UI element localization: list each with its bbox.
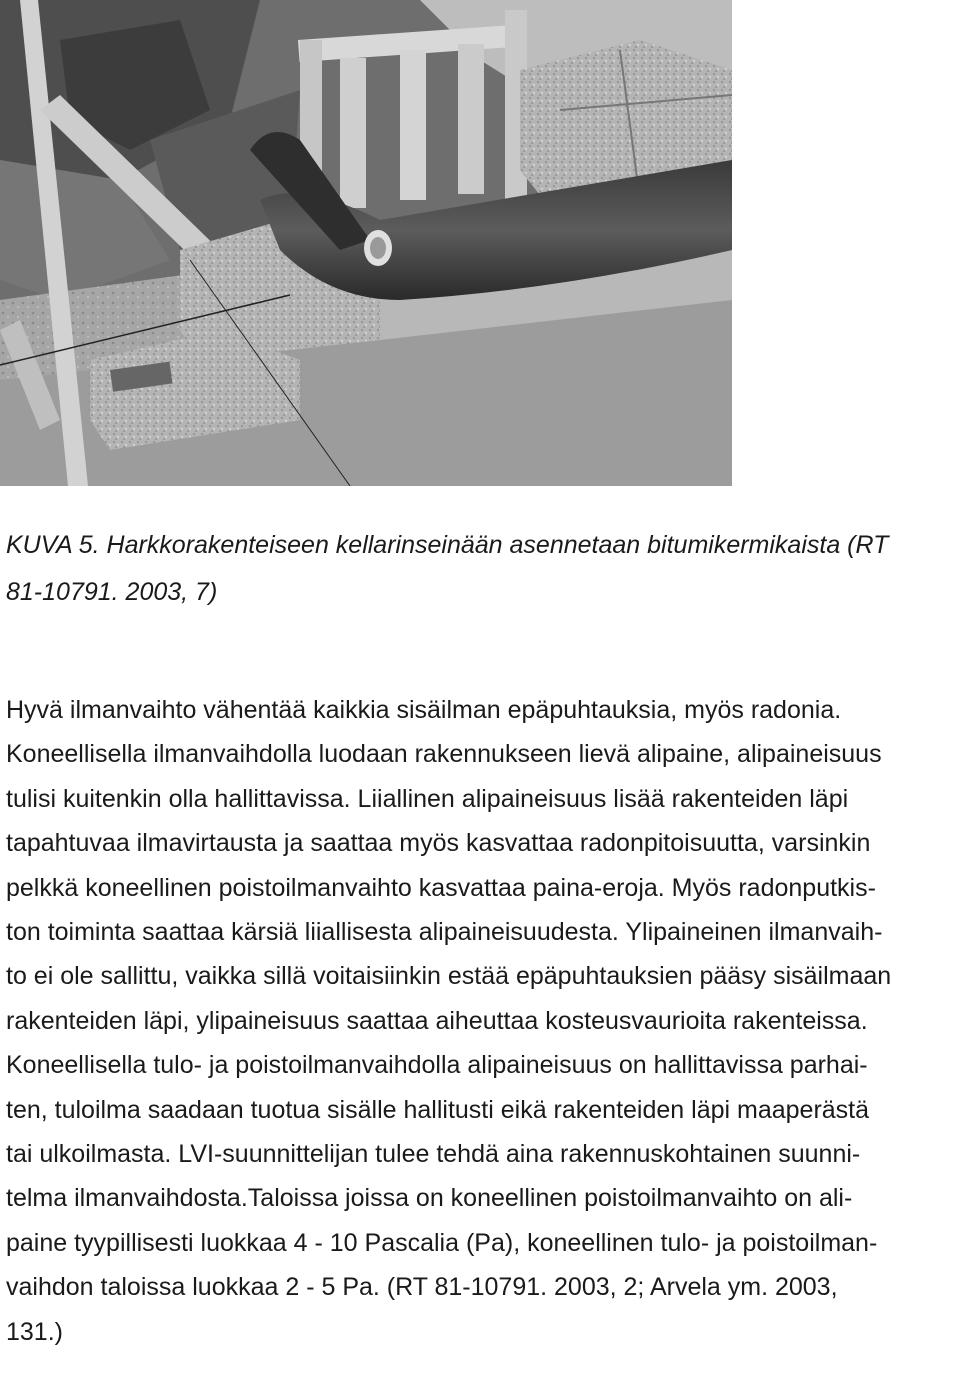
paragraph-line: Hyvä ilmanvaihto vähentää kaikkia sisäilman epäpuhtauksia, myös radonia.	[6, 696, 842, 724]
paragraph-line: vaihdon taloissa luokkaa 2 - 5 Pa. (RT 81-10791. 2003, 2; Arvela ym. 2003,	[6, 1273, 838, 1302]
paragraph-line: tapahtuvaa ilmavirtausta ja saattaa myös kasvattaa radonpitoisuutta, varsinkin	[6, 829, 871, 858]
paragraph-line: tulisi kuitenkin olla hallittavissa. Liiallinen alipaineisuus lisää rakenteiden läpi	[6, 784, 849, 813]
caption-line: 81-10791. 2003, 7)	[6, 578, 218, 606]
body-paragraph	[6, 688, 956, 1354]
paragraph-line: 131.)	[6, 1317, 63, 1346]
paragraph-line: tai ulkoilmasta. LVI-suunnittelijan tulee tehdä aina rakennuskohtainen suunni-	[6, 1140, 861, 1169]
paragraph-line: ten, tuloilma saadaan tuotua sisälle hallitusti eikä rakenteiden läpi maaperästä	[6, 1095, 870, 1124]
figure-caption	[6, 522, 956, 616]
construction-photo-drawing	[0, 0, 732, 486]
paragraph-line: rakenteiden läpi, ylipaineisuus saattaa aiheuttaa kosteusvaurioita rakenteissa.	[6, 1006, 868, 1035]
paragraph-line: pelkkä koneellinen poistoilmanvaihto kasvattaa paina-eroja. Myös radonputkis-	[6, 873, 876, 902]
paragraph-line: Koneellisella ilmanvaihdolla luodaan rakennukseen lievä alipaine, alipaineisuus	[6, 740, 882, 769]
paragraph-line: Koneellisella tulo- ja poistoilmanvaihdolla alipaineisuus on hallittavissa parhai-	[6, 1051, 868, 1080]
paragraph-line: ton toiminta saattaa kärsiä liiallisesta alipaineisuudesta. Ylipaineinen ilmanvaih-	[6, 918, 883, 947]
paragraph-line: to ei ole sallittu, vaikka sillä voitaisiinkin estää epäpuhtauksien pääsy sisäilmaan	[6, 962, 892, 991]
paragraph-line: telma ilmanvaihdosta.Taloissa joissa on koneellinen poistoilmanvaihto on ali-	[6, 1184, 853, 1213]
caption-line: KUVA 5. Harkkorakenteiseen kellarinseinään asennetaan bitumikermikaista (RT	[6, 531, 889, 559]
paragraph-line: paine tyypillisesti luokkaa 4 - 10 Pascalia (Pa), koneellinen tulo- ja poistoilman-	[6, 1228, 878, 1257]
construction-photo	[0, 0, 732, 486]
